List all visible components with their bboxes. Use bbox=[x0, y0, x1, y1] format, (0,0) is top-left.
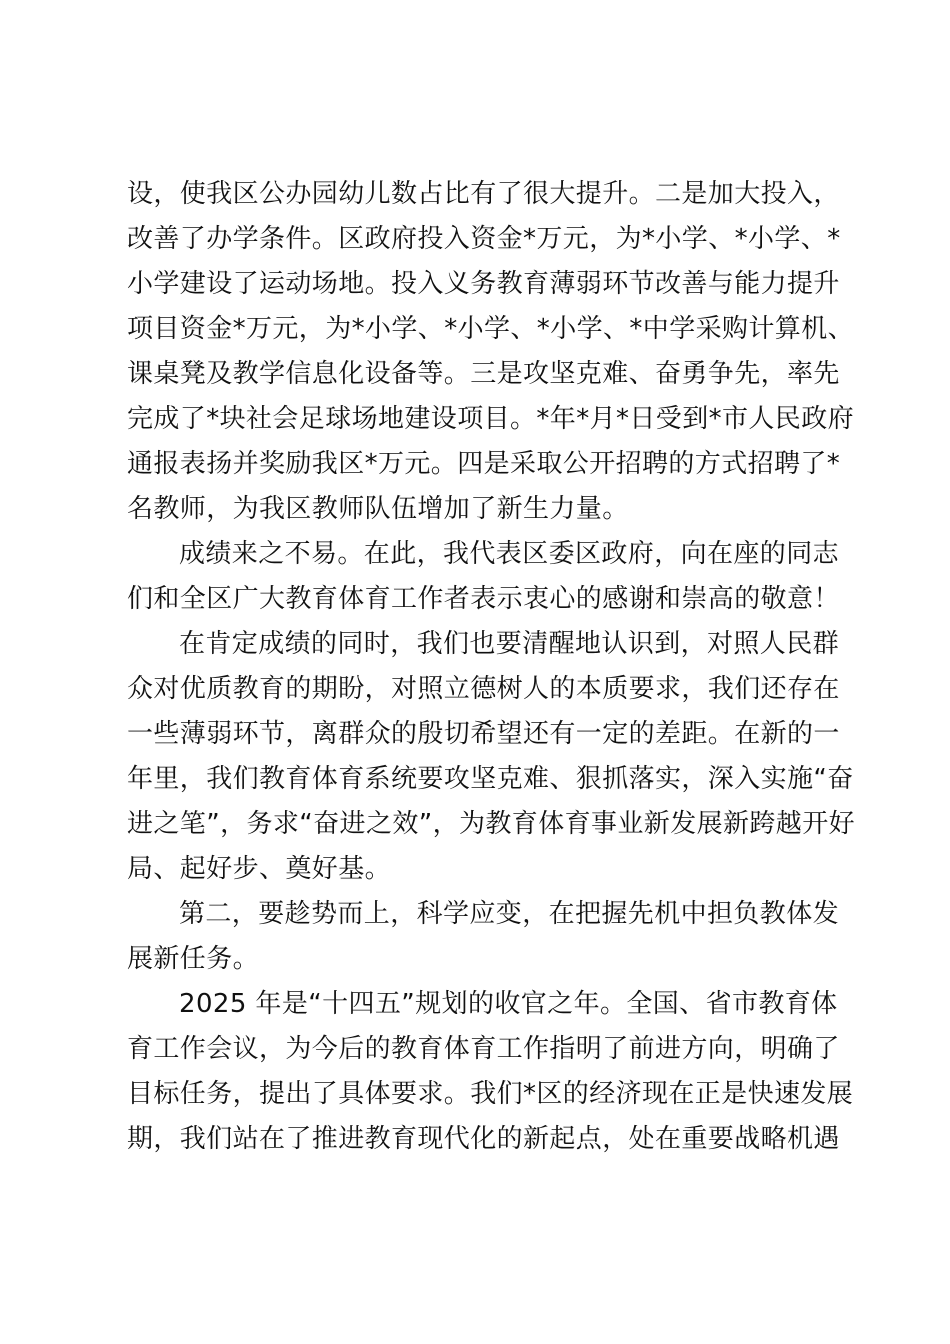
text-line: 改善了办学条件。区政府投入资金*万元，为*小学、*小学、* bbox=[127, 224, 841, 254]
text-line: 小学建设了运动场地。投入义务教育薄弱环节改善与能力提升 bbox=[127, 269, 840, 299]
text-line: 众对优质教育的期盼，对照立德树人的本质要求，我们还存在 bbox=[127, 674, 840, 704]
paragraph-thanks bbox=[127, 532, 839, 622]
text-line: 名教师，为我区教师队伍增加了新生力量。 bbox=[127, 494, 629, 524]
text-line: 通报表扬并奖励我区*万元。四是采取公开招聘的方式招聘了* bbox=[127, 449, 841, 479]
section-heading-second bbox=[127, 892, 839, 982]
text-line: 年里，我们教育体育系统要攻坚克难、狠抓落实，深入实施“奋 bbox=[127, 764, 854, 794]
document-body bbox=[127, 172, 856, 1162]
text-line: 目标任务，提出了具体要求。我们*区的经济现在正是快速发展 bbox=[127, 1079, 854, 1109]
paragraph-investment bbox=[127, 172, 855, 532]
paragraph-2025 bbox=[127, 982, 854, 1162]
text-line: 期，我们站在了推进教育现代化的新起点，处在重要战略机遇 bbox=[127, 1124, 840, 1154]
text-line: 完成了*块社会足球场地建设项目。*年*月*日受到*市人民政府 bbox=[127, 404, 855, 434]
text-line: 第二，要趁势而上，科学应变，在把握先机中担负教体发 bbox=[179, 899, 840, 929]
text-line: 设，使我区公办园幼儿数占比有了很大提升。二是加大投入， bbox=[127, 179, 840, 209]
text-line: 展新任务。 bbox=[127, 944, 260, 974]
text-line: 在肯定成绩的同时，我们也要清醒地认识到，对照人民群 bbox=[179, 629, 840, 659]
text-line: 进之笔”，务求“奋进之效”，为教育体育事业新发展新跨越开好 bbox=[127, 809, 856, 839]
text-line: 育工作会议，为今后的教育体育工作指明了前进方向，明确了 bbox=[127, 1034, 840, 1064]
text-line: 2025 年是“十四五”规划的收官之年。全国、省市教育体 bbox=[179, 989, 838, 1019]
text-line: 课桌凳及教学信息化设备等。三是攻坚克难、奋勇争先，率先 bbox=[127, 359, 840, 389]
text-line: 局、起好步、奠好基。 bbox=[127, 854, 392, 884]
text-line: 一些薄弱环节，离群众的殷切希望还有一定的差距。在新的一 bbox=[127, 719, 840, 749]
text-line: 们和全区广大教育体育工作者表示衷心的感谢和崇高的敬意！ bbox=[127, 584, 840, 614]
paragraph-shortcomings bbox=[127, 622, 856, 892]
text-line: 项目资金*万元，为*小学、*小学、*小学、*中学采购计算机、 bbox=[127, 314, 855, 344]
text-line: 成绩来之不易。在此，我代表区委区政府，向在座的同志 bbox=[179, 539, 840, 569]
